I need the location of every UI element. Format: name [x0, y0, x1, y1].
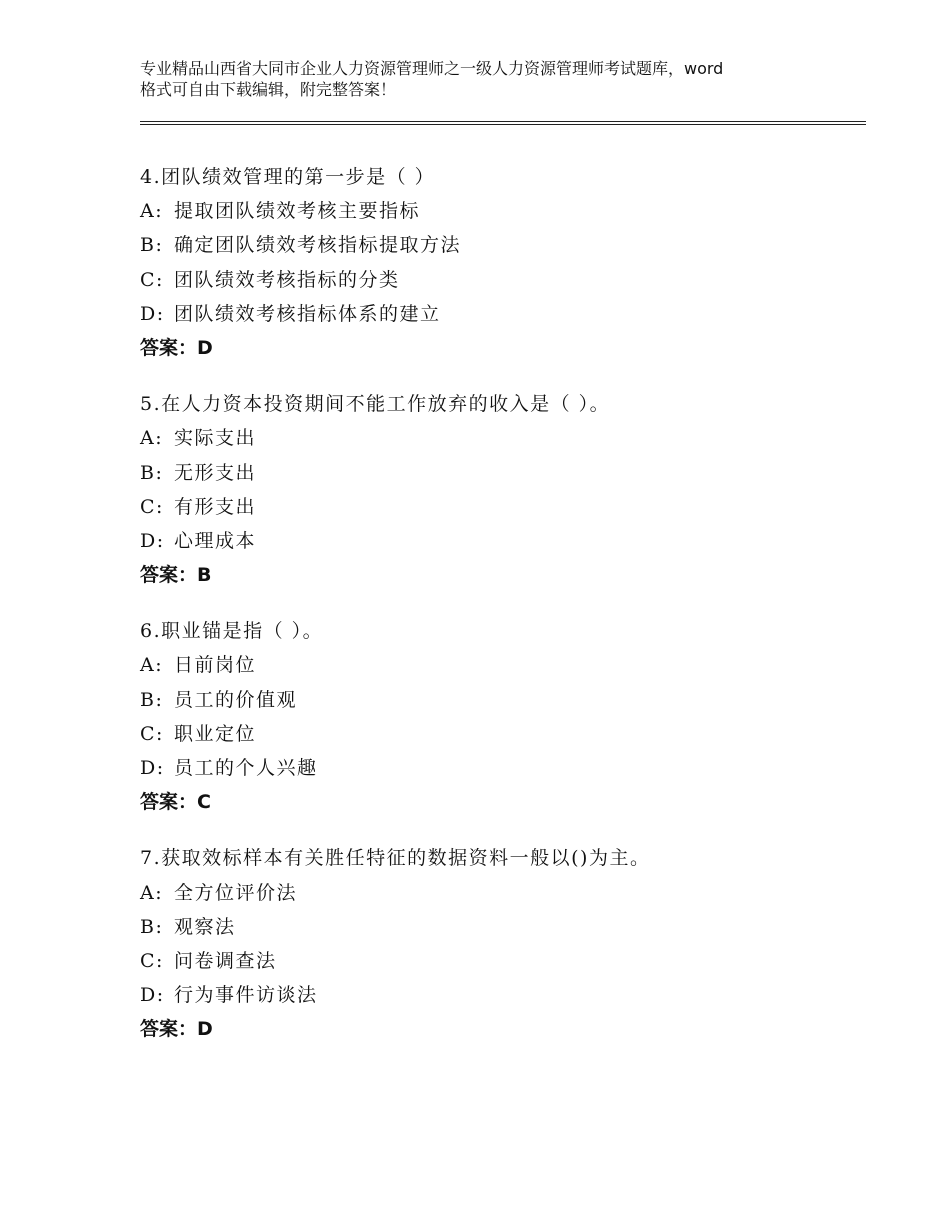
option-d [140, 978, 866, 1012]
question-5 [140, 387, 866, 592]
option-d [140, 524, 866, 558]
option-b [140, 456, 866, 490]
option-a [140, 648, 866, 682]
answer: 答案：D [140, 336, 213, 359]
question-list [140, 160, 866, 1069]
option-text: 职业定位 [174, 722, 257, 745]
option-a [140, 876, 866, 910]
option-b [140, 228, 866, 262]
option-key: A: [140, 654, 164, 677]
option-d [140, 751, 866, 785]
option-text: 观察法 [174, 915, 236, 938]
question-stem: 4.团队绩效管理的第一步是（ ） [140, 166, 436, 188]
header-line-1: 专业精品山西省大同市企业人力资源管理师之一级人力资源管理师考试题库，word [140, 59, 724, 78]
document-header [140, 58, 830, 100]
option-key: B: [140, 915, 164, 938]
question-stem: 6.职业锚是指（ ）。 [140, 620, 324, 643]
option-key: D: [140, 529, 165, 552]
option-d [140, 297, 866, 331]
answer: 答案：D [140, 1018, 213, 1041]
option-c [140, 717, 866, 751]
option-a [140, 194, 866, 228]
option-c [140, 944, 866, 978]
option-text: 问卷调查法 [174, 949, 277, 972]
option-key: D: [140, 757, 165, 779]
option-text: 团队绩效考核指标体系的建立 [174, 302, 441, 325]
option-text: 无形支出 [174, 461, 257, 484]
option-text: 提取团队绩效考核主要指标 [174, 200, 421, 223]
option-b [140, 683, 866, 717]
option-a [140, 421, 866, 455]
option-text: 日前岗位 [174, 654, 257, 677]
option-text: 员工的价值观 [174, 688, 298, 711]
answer: 答案：C [140, 791, 211, 814]
option-key: B: [140, 688, 164, 711]
option-b [140, 910, 866, 944]
option-key: C: [140, 495, 164, 518]
option-text: 全方位评价法 [174, 881, 298, 904]
option-text: 心理成本 [174, 529, 257, 552]
question-stem: 7.获取效标样本有关胜任特征的数据资料一般以()为主。 [140, 847, 651, 870]
option-key: D: [140, 302, 165, 325]
option-key: C: [140, 268, 164, 291]
option-text: 确定团队绩效考核指标提取方法 [174, 234, 462, 257]
option-key: A: [140, 881, 164, 904]
option-text: 员工的个人兴趣 [174, 757, 318, 779]
option-key: C: [140, 949, 164, 972]
option-text: 实际支出 [174, 427, 257, 450]
header-divider-top [140, 121, 866, 122]
option-c [140, 490, 866, 524]
option-key: C: [140, 722, 164, 745]
answer: 答案：B [140, 564, 212, 587]
header-divider-bottom [140, 124, 866, 125]
option-text: 有形支出 [174, 495, 257, 518]
option-c [140, 263, 866, 297]
option-text: 团队绩效考核指标的分类 [174, 268, 400, 291]
question-7 [140, 841, 866, 1046]
option-key: B: [140, 234, 164, 257]
option-text: 行为事件访谈法 [174, 984, 318, 1007]
option-key: D: [140, 984, 165, 1007]
header-line-2: 格式可自由下载编辑，附完整答案！ [140, 80, 397, 99]
option-key: A: [140, 427, 164, 450]
question-6 [140, 614, 866, 819]
option-key: A: [140, 200, 164, 223]
question-4 [140, 160, 866, 365]
question-stem: 5.在人力资本投资期间不能工作放弃的收入是（ ）。 [140, 393, 611, 416]
option-key: B: [140, 461, 164, 484]
